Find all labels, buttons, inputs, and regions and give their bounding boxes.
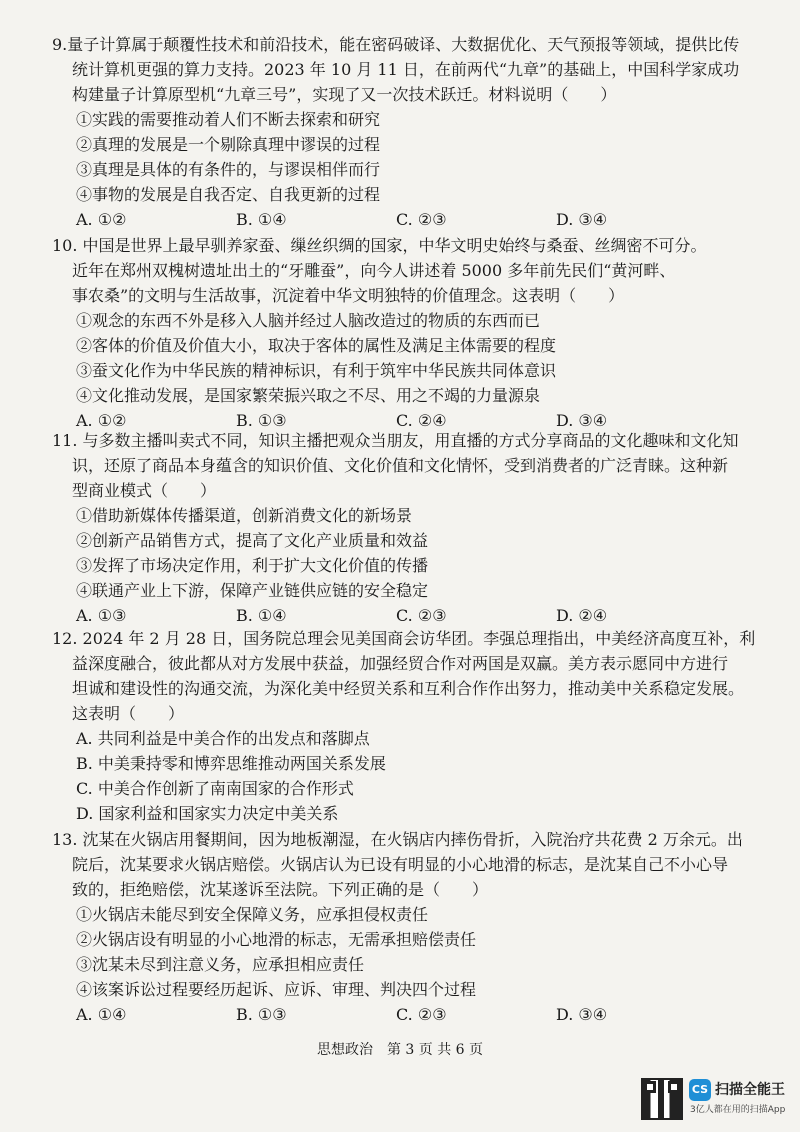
qr-code-icon [641, 1078, 683, 1120]
statement-item: ③沈某未尽到注意义务，应承担相应责任 [76, 955, 365, 974]
option-b[interactable]: B. ①③ [236, 411, 287, 430]
statement-item: ③发挥了市场决定作用，利于扩大文化价值的传播 [76, 556, 429, 575]
statement-item: ④事物的发展是自我否定、自我更新的过程 [76, 185, 381, 204]
question-stem-line: 事农桑”的文明与生活故事，沉淀着中华文明独特的价值理念。这表明（ ） [72, 286, 625, 305]
statement-item: ②火锅店设有明显的小心地滑的标志，无需承担赔偿责任 [76, 930, 477, 949]
statement-item: ④该案诉讼过程要经历起诉、应诉、审理、判决四个过程 [76, 980, 477, 999]
statement-item: ①借助新媒体传播渠道，创新消费文化的新场景 [76, 506, 413, 525]
statement-item: ②创新产品销售方式，提高了文化产业质量和效益 [76, 531, 429, 550]
option-d[interactable]: D. 国家利益和国家实力决定中美关系 [76, 804, 339, 823]
question-stem-line: 坦诚和建设性的沟通交流，为深化美中经贸关系和互利合作作出努力，推动美中关系稳定发展。 [72, 679, 745, 698]
option-a[interactable]: A. ①② [76, 210, 127, 229]
question-stem-line: 12. 2024 年 2 月 28 日，国务院总理会见美国商会访华团。李强总理指出，中美经济高度互补，利 [52, 629, 756, 648]
question-stem-line: 识，还原了商品本身蕴含的知识价值、文化价值和文化情怀，受到消费者的广泛青睐。这种新 [72, 456, 729, 475]
question-stem-line: 13. 沈某在火锅店用餐期间，因为地板潮湿，在火锅店内摔伤骨折，入院治疗共花费 2 万余元。出 [52, 830, 743, 849]
question-stem-line: 统计算机更强的算力支持。2023 年 10 月 11 日，在前两代“九章”的基础上，中国科学家成功 [72, 60, 740, 79]
statement-item: ②真理的发展是一个剔除真理中谬误的过程 [76, 135, 381, 154]
question-stem-line: 益深度融合，彼此都从对方发展中获益，加强经贸合作对两国是双赢。美方表示愿同中方进行 [72, 654, 729, 673]
question-stem-line: 院后，沈某要求火锅店赔偿。火锅店认为已设有明显的小心地滑的标志，是沈某自己不小心导 [72, 855, 729, 874]
option-a[interactable]: A. ①② [76, 411, 127, 430]
option-a[interactable]: A. ①③ [76, 606, 127, 625]
question-10 [52, 233, 772, 434]
option-c[interactable]: C. ②③ [396, 1005, 447, 1024]
question-stem-line: 9.量子计算属于颠覆性技术和前沿技术，能在密码破译、大数据优化、天气预报等领域，提供比传 [52, 35, 740, 54]
question-9 [52, 32, 772, 233]
option-c[interactable]: C. ②③ [396, 210, 447, 229]
option-b[interactable]: B. ①③ [236, 1005, 287, 1024]
question-stem-line: 型商业模式（ ） [72, 481, 217, 500]
statement-item: ③真理是具体的有条件的，与谬误相伴而行 [76, 160, 381, 179]
page-footer: 思想政治 第 3 页 共 6 页 [316, 1042, 484, 1058]
option-b[interactable]: B. ①④ [236, 606, 287, 625]
statement-item: ①火锅店未能尽到安全保障义务，应承担侵权责任 [76, 905, 429, 924]
question-11 [52, 428, 772, 629]
option-d[interactable]: D. ③④ [556, 411, 608, 430]
question-stem-line: 近年在郑州双槐树遗址出土的“牙雕蚕”，向今人讲述着 5000 多年前先民们“黄河畔、 [72, 261, 676, 280]
option-c[interactable]: C. ②③ [396, 606, 447, 625]
answer-options [52, 207, 772, 233]
option-c[interactable]: C. 中美合作创新了南南国家的合作形式 [76, 779, 354, 798]
option-c[interactable]: C. ②④ [396, 411, 447, 430]
option-b[interactable]: B. 中美秉持零和博弈思维推动两国关系发展 [76, 754, 386, 773]
question-stem-line: 10. 中国是世界上最早驯养家蚕、缫丝织绸的国家，中华文明史始终与桑蚕、丝绸密不可分。 [52, 236, 707, 255]
question-stem-line: 致的，拒绝赔偿，沈某遂诉至法院。下列正确的是（ ） [72, 880, 489, 899]
option-b[interactable]: B. ①④ [236, 210, 287, 229]
statement-item: ①实践的需要推动着人们不断去探索和研究 [76, 110, 381, 129]
statement-item: ①观念的东西不外是移入人脑并经过人脑改造过的物质的东西而已 [76, 311, 541, 330]
option-a[interactable]: A. ①④ [76, 1005, 127, 1024]
statement-item: ③蚕文化作为中华民族的精神标识，有利于筑牢中华民族共同体意识 [76, 361, 557, 380]
option-d[interactable]: D. ③④ [556, 210, 608, 229]
statement-item: ④联通产业上下游，保障产业链供应链的安全稳定 [76, 581, 429, 600]
statement-item: ④文化推动发展，是国家繁荣振兴取之不尽、用之不竭的力量源泉 [76, 386, 541, 405]
question-13 [52, 827, 772, 1028]
question-stem-line: 这表明（ ） [72, 704, 185, 723]
watermark-tagline: 3亿人都在用的扫描App [690, 1105, 786, 1115]
question-12 [52, 626, 772, 826]
answer-options [52, 1002, 772, 1028]
option-d[interactable]: D. ②④ [556, 606, 608, 625]
option-d[interactable]: D. ③④ [556, 1005, 608, 1024]
camscanner-logo-icon: CS [689, 1079, 711, 1101]
statement-item: ②客体的价值及价值大小，取决于客体的属性及满足主体需要的程度 [76, 336, 557, 355]
question-stem-line: 构建量子计算原型机“九章三号”，实现了又一次技术跃迁。材料说明（ ） [72, 85, 617, 104]
watermark-app-name: 扫描全能王 [715, 1082, 785, 1098]
option-a[interactable]: A. 共同利益是中美合作的出发点和落脚点 [76, 729, 370, 748]
question-stem-line: 11. 与多数主播叫卖式不同，知识主播把观众当朋友，用直播的方式分享商品的文化趣味和文化知 [52, 431, 739, 450]
